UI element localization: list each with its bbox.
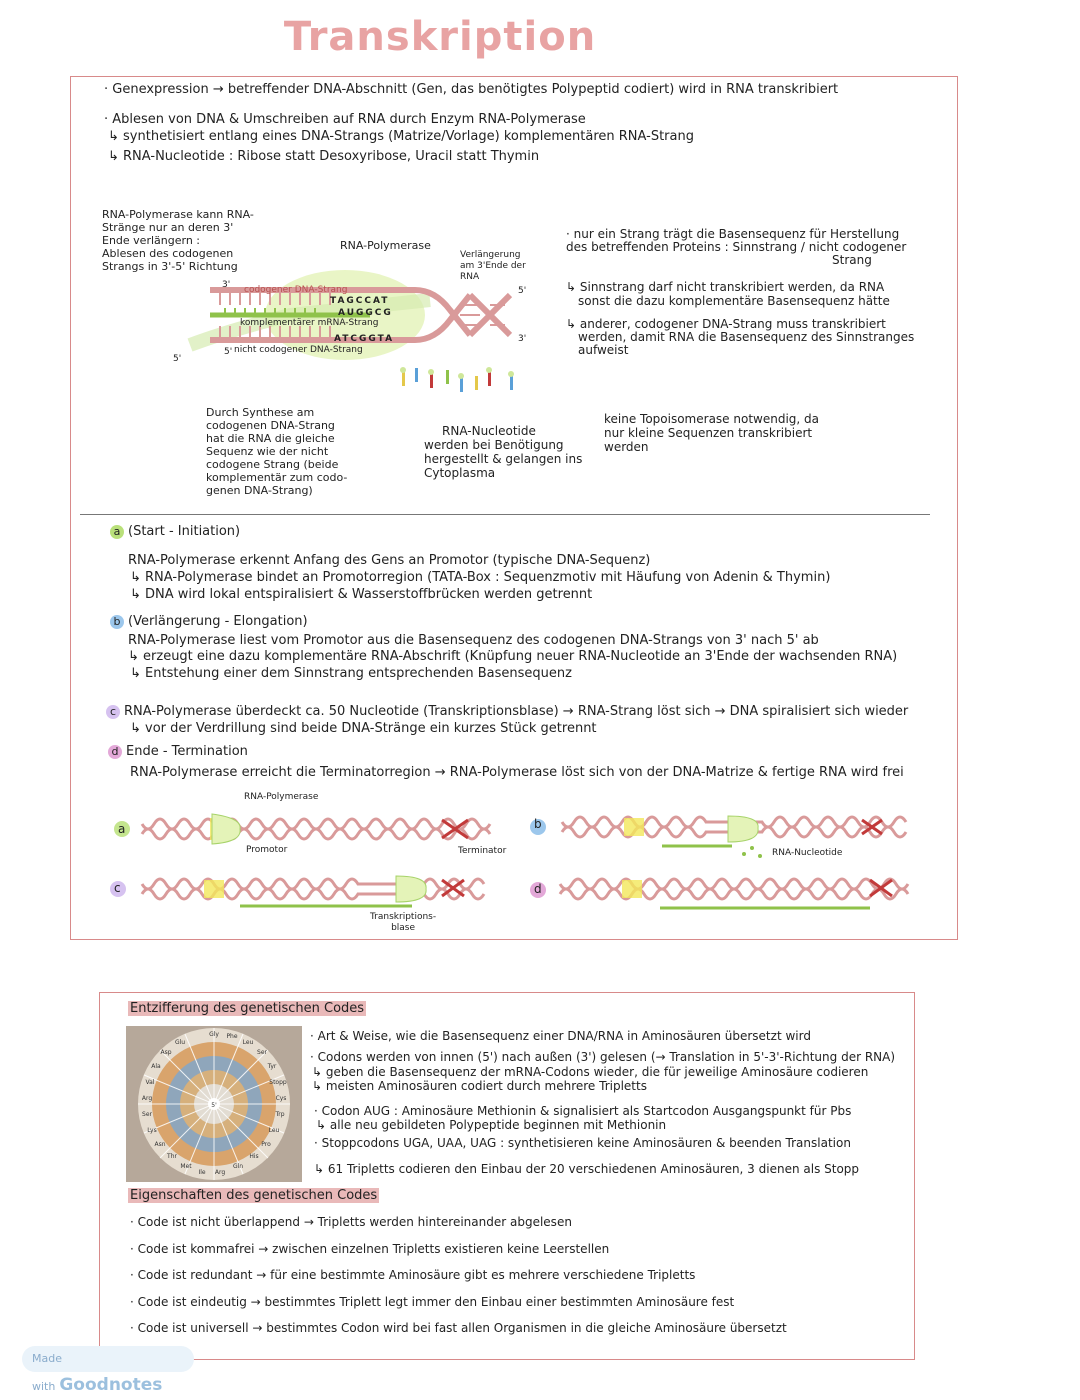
sun-label: Leu [268,1127,280,1134]
step-a-line-1: RNA-Polymerase erkennt Anfang des Gens an Promotor (typische DNA-Sequenz) [128,553,651,568]
prop-4: · Code ist eindeutig → bestimmtes Triplett legt immer den Einbau einer bestimmten Aminosäure fest [130,1295,735,1309]
code-line-4: ↳ meisten Aminosäuren codiert durch mehrere Tripletts [312,1079,647,1093]
sun-label: Ile [198,1169,206,1176]
sun-label: Leu [242,1039,254,1046]
intro-line-4: ↳ RNA-Nucleotide : Ribose statt Desoxyribose, Uracil statt Thymin [108,149,540,164]
diagram-label-polymerase: RNA-Polymerase [244,792,319,802]
step-a-line-3: ↳ DNA wird lokal entspiralisiert & Wasserstoffbrücken werden getrennt [130,587,593,602]
end-label-5a: 5' [173,354,182,364]
step-c-line-1: c RNA-Polymerase überdeckt ca. 50 Nucleotide (Transkriptionsblase) → RNA-Strang löst sich → DNA spiralisiert sich wieder [106,704,908,720]
note-topoisomerase: keine Topoisomerase notwendig, da nur kleine Sequenzen transkribiert werden [604,412,819,454]
diagram-c-letter: c [114,881,121,895]
end-label-5b: 5' [224,347,233,357]
code-sun-diagram [126,1026,302,1182]
sun-label: Pro [261,1141,271,1148]
diagram-a-letter: a [118,822,126,836]
sun-label: Gly [209,1031,219,1038]
step-d-line-1: RNA-Polymerase erreicht die Terminatorregion → RNA-Polymerase löst sich von der DNA-Matrize & fertige RNA wird frei [130,765,904,780]
prop-5: · Code ist universell → bestimmtes Codon wird bei fast allen Organismen in die gleiche Aminosäure übersetzt [130,1321,787,1335]
prop-2: · Code ist kommafrei → zwischen einzelnen Tripletts existieren keine Leerstellen [130,1242,610,1256]
end-label-3b: 3' [518,334,527,344]
sun-label: Asn [154,1141,166,1148]
diagram-label-nucleotide: RNA-Nucleotide [772,848,843,858]
step-c-line-2: ↳ vor der Verdrillung sind beide DNA-Stränge ein kurzes Stück getrennt [130,721,597,736]
diagram-label-promotor: Promotor [246,845,288,855]
note-synthese: Durch Synthese am codogenen DNA-Strang hat die RNA die gleiche Sequenz wie der nicht codogene Strang (beide komplementär zum codo- genen DNA-Strang) [206,406,348,497]
sun-label: Ser [142,1111,152,1118]
code-heading: Entzifferung des genetischen Codes [130,1001,365,1016]
sun-label: Stopp [269,1079,287,1086]
sun-label: Ser [257,1049,267,1056]
diagram-b-letter: b [534,817,542,831]
intro-line-1: · Genexpression → betreffender DNA-Abschnitt (Gen, das benötigtes Polypeptid codiert) wird in RNA transkribiert [104,82,839,97]
code-line-5: · Codon AUG : Aminosäure Methionin & signalisiert als Startcodon Ausgangspunkt für Pbs [314,1104,852,1118]
note-polymerase-3end: RNA-Polymerase kann RNA- Stränge nur an deren 3' Ende verlängern : Ablesen des codogenen Strangs in 3'-5' Richtung [102,208,254,273]
step-a-line-2: ↳ RNA-Polymerase bindet an Promotorregion (TATA-Box : Sequenzmotiv mit Häufung von Adenin & Thymin) [130,570,831,585]
sun-label: Tyr [267,1063,277,1070]
page-title: Transkription [283,14,597,60]
code-line-2: · Codons werden von innen (5') nach außen (3') gelesen (→ Translation in 5'-3'-Richtung der RNA) [310,1050,896,1064]
diagram-label-terminator: Terminator [458,846,507,856]
sun-label: Met [180,1163,192,1170]
label-codogener-strang: codogener DNA-Strang [244,285,348,295]
sun-label: Phe [226,1033,238,1040]
seq-sinn: ATCGGTA [334,334,395,344]
diagram-d-letter: d [534,882,542,896]
props-heading: Eigenschaften des genetischen Codes [130,1188,378,1203]
seq-codogen: TAGCCAT [330,296,390,306]
step-a-heading: a (Start - Initiation) [110,524,240,540]
label-mrna-strang: komplementärer mRNA-Strang [240,318,379,328]
sun-label: Thr [167,1153,177,1160]
sun-label: Ala [151,1063,161,1070]
goodnotes-badge[interactable]: Made with Goodnotes [22,1346,194,1372]
end-label-3a: 3' [222,280,231,290]
note-right-sinnstrang: · nur ein Strang trägt die Basensequenz für Herstellung des betreffenden Proteins : Sinnstrang / nicht codogener Strang [566,227,907,267]
sun-label: Asp [160,1049,172,1056]
diagram-d [530,872,920,912]
sun-label: Trp [275,1111,285,1118]
step-b-heading: b (Verlängerung - Elongation) [110,614,308,630]
code-line-7: · Stoppcodons UGA, UAA, UAG : synthetisieren keine Aminosäuren & beenden Translation [314,1136,851,1150]
sun-label: Arg [214,1169,226,1176]
diagram-b [532,812,912,862]
prop-1: · Code ist nicht überlappend → Tripletts werden hintereinander abgelesen [130,1215,572,1229]
diagram-label-blase: Transkriptions- blase [370,912,437,933]
sun-label: Lys [147,1127,157,1134]
end-label-5c: 5' [518,286,527,296]
code-sun-center: 5' [211,1102,217,1109]
note-right-3: ↳ anderer, codogener DNA-Strang muss transkribiert werden, damit RNA die Basensequenz des Sinnstranges aufweist [566,317,915,357]
code-line-8: ↳ 61 Tripletts codieren den Einbau der 20 verschiedenen Aminosäuren, 3 dienen als Stopp [314,1162,860,1176]
intro-line-2: · Ablesen von DNA & Umschreiben auf RNA durch Enzym RNA-Polymerase [104,112,586,127]
step-d-heading: d Ende - Termination [108,744,248,760]
diagram-c [112,872,502,912]
seq-mrna: AUGGCG [338,308,393,318]
code-line-1: · Art & Weise, wie die Basensequenz einer DNA/RNA in Aminosäuren übersetzt wird [310,1029,811,1043]
label-nicht-codogener: nicht codogener DNA-Strang [234,345,363,355]
sun-label: Cys [275,1095,287,1102]
step-b-line-2: ↳ erzeugt eine dazu komplementäre RNA-Abschrift (Knüpfung neuer RNA-Nucleotide an 3'Ende der wachsenden RNA) [128,649,898,664]
sun-label: Val [145,1079,155,1086]
sun-label: Glu [174,1039,186,1046]
sun-label: Arg [141,1095,153,1102]
code-line-6: ↳ alle neu gebildeten Polypeptide beginnen mit Methionin [316,1118,667,1132]
step-b-line-3: ↳ Entstehung einer dem Sinnstrang entsprechenden Basensequenz [130,666,572,681]
prop-3: · Code ist redundant → für eine bestimmte Aminosäure gibt es mehrere verschiedene Tripletts [130,1268,696,1282]
label-rna-polymerase: RNA-Polymerase [340,239,431,252]
note-right-2: ↳ Sinnstrang darf nicht transkribiert werden, da RNA sonst die dazu komplementäre Basensequenz hätte [566,280,890,308]
diagram-a [112,810,502,850]
code-line-3: ↳ geben die Basensequenz der mRNA-Codons wieder, die für jeweilige Aminosäure codieren [312,1065,869,1079]
step-b-line-1: RNA-Polymerase liest vom Promotor aus die Basensequenz des codogenen DNA-Strangs von 3' nach 5' ab [128,633,819,648]
section-divider [80,514,930,515]
sun-label: His [249,1153,259,1160]
sun-label: Gln [232,1163,244,1170]
label-verlaengerung: Verlängerung am 3'Ende der RNA [460,250,526,282]
intro-line-3: ↳ synthetisiert entlang eines DNA-Strangs (Matrize/Vorlage) komplementären RNA-Strang [108,129,694,144]
note-rna-nucleotide: RNA-Nucleotide werden bei Benötigung hergestellt & gelangen ins Cytoplasma [424,424,583,480]
